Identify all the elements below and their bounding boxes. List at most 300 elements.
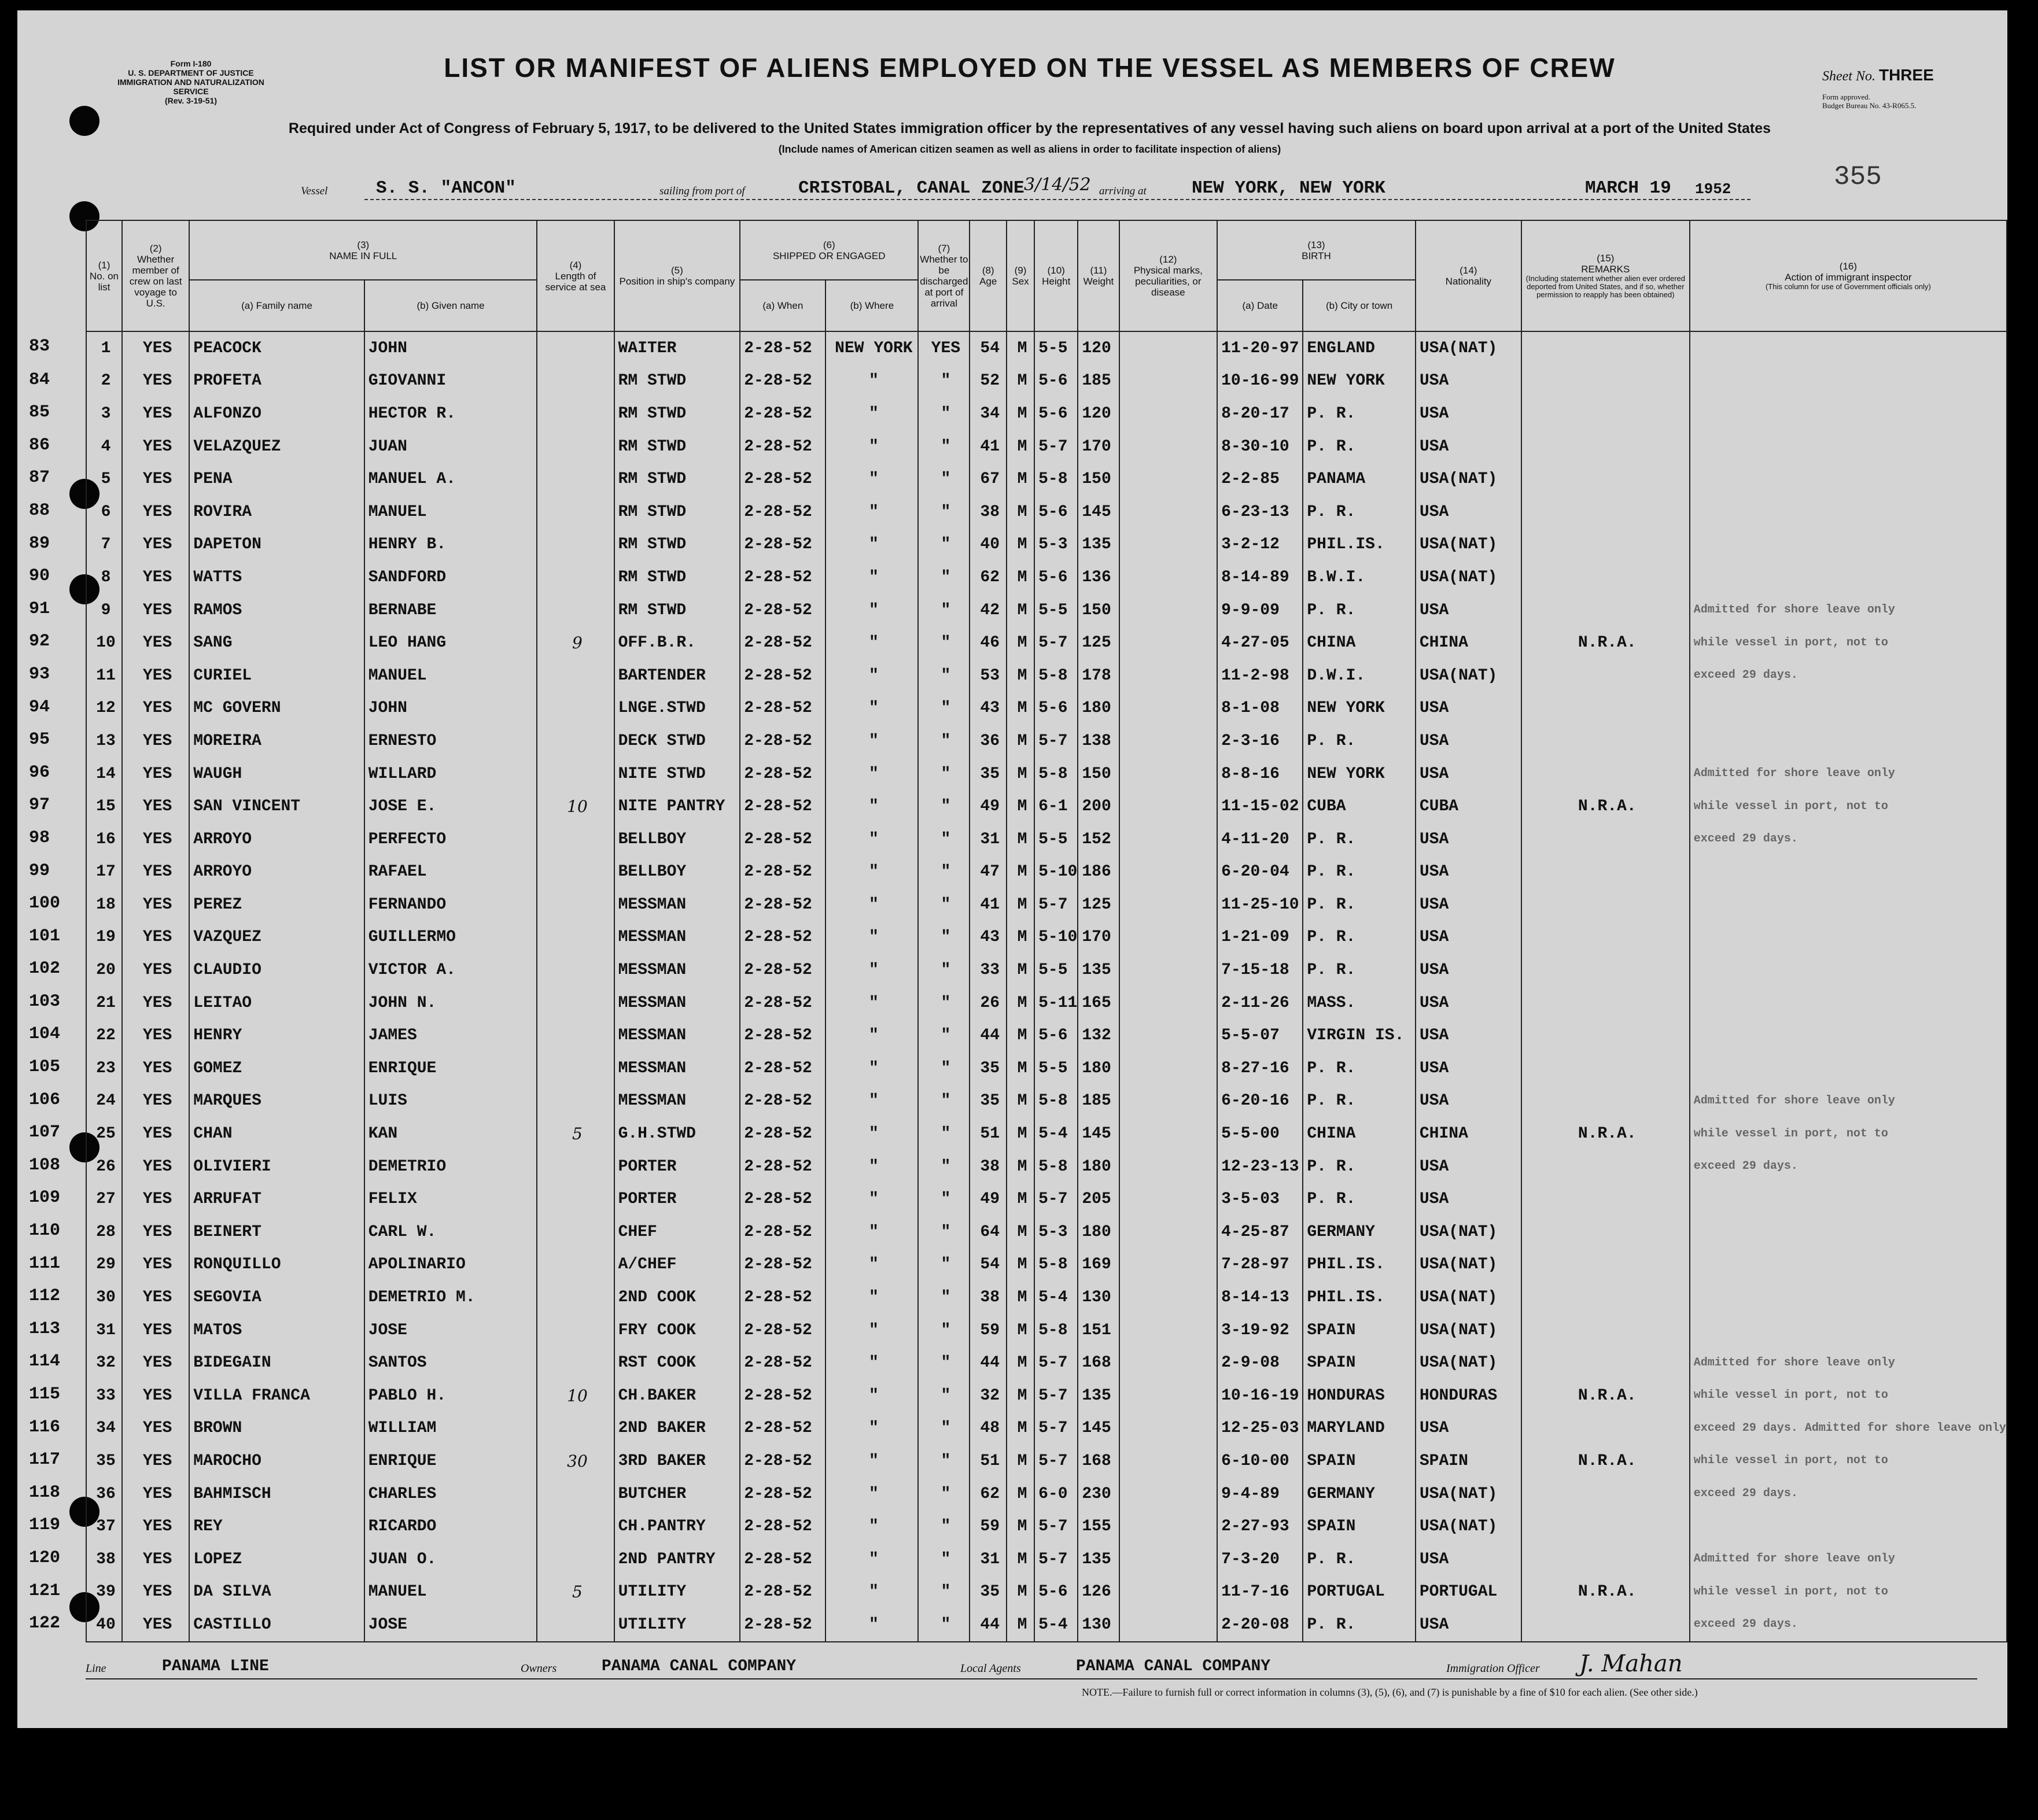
discharge-flag: " xyxy=(918,529,970,562)
position: CH.PANTRY xyxy=(614,1510,740,1543)
physical-marks xyxy=(1119,397,1218,430)
col-birth-date: (a) Date xyxy=(1217,280,1303,331)
sheet-line-number: 91 xyxy=(29,599,50,619)
sheet-line-number: 83 xyxy=(29,337,50,356)
nationality: USA xyxy=(1416,1183,1521,1216)
birth-date: 3-19-92 xyxy=(1217,1314,1303,1347)
birth-date: 4-25-87 xyxy=(1217,1216,1303,1249)
inspector-action xyxy=(1690,1314,2007,1347)
birth-city: ENGLAND xyxy=(1303,331,1416,365)
nationality: CUBA xyxy=(1416,790,1521,823)
sex: M xyxy=(1007,561,1034,594)
weight: 150 xyxy=(1078,758,1119,791)
physical-marks xyxy=(1119,856,1218,889)
discharge-flag: " xyxy=(918,1117,970,1150)
birth-date: 12-25-03 xyxy=(1217,1412,1303,1445)
sheet-line-number: 116 xyxy=(29,1417,61,1437)
service-length xyxy=(537,856,614,889)
remarks xyxy=(1521,692,1690,725)
remarks xyxy=(1521,1346,1690,1379)
inspector-action xyxy=(1690,987,2007,1020)
weight: 125 xyxy=(1078,626,1119,659)
weight: 180 xyxy=(1078,692,1119,725)
discharge-flag: " xyxy=(918,1379,970,1412)
birth-date: 11-25-10 xyxy=(1217,888,1303,921)
sheet-line-number: 119 xyxy=(29,1515,61,1535)
birth-city: B.W.I. xyxy=(1303,561,1416,594)
sex: M xyxy=(1007,1379,1034,1412)
weight: 155 xyxy=(1078,1510,1119,1543)
age: 38 xyxy=(970,1281,1007,1314)
row-no: 19 xyxy=(86,921,122,954)
service-length xyxy=(537,1281,614,1314)
family-name: RAMOS xyxy=(189,594,364,627)
given-name: JOSE xyxy=(364,1314,537,1347)
row-no: 1 xyxy=(86,331,122,365)
given-name: CHARLES xyxy=(364,1478,537,1511)
service-length xyxy=(537,561,614,594)
family-name: PROFETA xyxy=(189,365,364,398)
physical-marks xyxy=(1119,1576,1218,1609)
physical-marks xyxy=(1119,1249,1218,1282)
height: 5-6 xyxy=(1034,1576,1078,1609)
position: LNGE.STWD xyxy=(614,692,740,725)
given-name: JOSE xyxy=(364,1608,537,1642)
given-name: DEMETRIO xyxy=(364,1150,537,1183)
inspector-action xyxy=(1690,463,2007,496)
sex: M xyxy=(1007,1412,1034,1445)
officer-signature: J. Mahan xyxy=(1579,1651,1683,1677)
page-title: LIST OR MANIFEST OF ALIENS EMPLOYED ON THE VESSEL AS MEMBERS OF CREW xyxy=(444,53,1616,83)
row-no: 15 xyxy=(86,790,122,823)
inspector-action xyxy=(1690,1019,2007,1052)
weight: 145 xyxy=(1078,496,1119,529)
family-name: MOREIRA xyxy=(189,725,364,758)
row-no: 12 xyxy=(86,692,122,725)
sex: M xyxy=(1007,331,1034,365)
birth-date: 4-27-05 xyxy=(1217,626,1303,659)
birth-city: GERMANY xyxy=(1303,1478,1416,1511)
nationality: USA xyxy=(1416,954,1521,987)
nationality: USA xyxy=(1416,1608,1521,1642)
row-no: 21 xyxy=(86,987,122,1020)
table-row xyxy=(86,725,2007,758)
shipped-when: 2-28-52 xyxy=(740,331,825,365)
member-flag: YES xyxy=(122,331,189,365)
birth-date: 8-20-17 xyxy=(1217,397,1303,430)
family-name: ARROYO xyxy=(189,823,364,856)
row-no: 24 xyxy=(86,1085,122,1118)
birth-date: 2-3-16 xyxy=(1217,725,1303,758)
birth-date: 8-14-89 xyxy=(1217,561,1303,594)
table-row xyxy=(86,1576,2007,1609)
nationality: USA xyxy=(1416,987,1521,1020)
service-length xyxy=(537,1608,614,1642)
given-name: VICTOR A. xyxy=(364,954,537,987)
officer-label: Immigration Officer xyxy=(1446,1662,1540,1675)
table-row xyxy=(86,1608,2007,1642)
birth-date: 8-1-08 xyxy=(1217,692,1303,725)
birth-date: 9-9-09 xyxy=(1217,594,1303,627)
given-name: JOHN xyxy=(364,692,537,725)
nationality: USA xyxy=(1416,496,1521,529)
family-name: ALFONZO xyxy=(189,397,364,430)
physical-marks xyxy=(1119,561,1218,594)
family-name: ARRUFAT xyxy=(189,1183,364,1216)
birth-date: 7-15-18 xyxy=(1217,954,1303,987)
discharge-flag: " xyxy=(918,790,970,823)
sheet-line-number: 99 xyxy=(29,861,50,881)
sex: M xyxy=(1007,1249,1034,1282)
birth-city: P. R. xyxy=(1303,1052,1416,1085)
family-name: VILLA FRANCA xyxy=(189,1379,364,1412)
inspector-action: while vessel in port, not to xyxy=(1690,1117,2007,1150)
age: 44 xyxy=(970,1346,1007,1379)
row-no: 4 xyxy=(86,430,122,463)
family-name: CHAN xyxy=(189,1117,364,1150)
inspector-action xyxy=(1690,397,2007,430)
nationality: USA xyxy=(1416,430,1521,463)
age: 41 xyxy=(970,430,1007,463)
discharge-flag: " xyxy=(918,856,970,889)
physical-marks xyxy=(1119,1445,1218,1478)
shipped-where: " xyxy=(825,1281,918,1314)
col-weight: (11) Weight xyxy=(1078,220,1119,331)
shipped-where: " xyxy=(825,365,918,398)
height: 5-8 xyxy=(1034,1085,1078,1118)
birth-city: PHIL.IS. xyxy=(1303,1281,1416,1314)
row-no: 32 xyxy=(86,1346,122,1379)
birth-date: 5-5-07 xyxy=(1217,1019,1303,1052)
family-name: PEREZ xyxy=(189,888,364,921)
nationality: USA xyxy=(1416,856,1521,889)
shipped-when: 2-28-52 xyxy=(740,725,825,758)
include-text: (Include names of American citizen seamen as well as aliens in order to facilitate inspection of aliens) xyxy=(778,143,1281,155)
agents-label: Local Agents xyxy=(960,1662,1021,1675)
height: 5-4 xyxy=(1034,1117,1078,1150)
birth-date: 5-5-00 xyxy=(1217,1117,1303,1150)
given-name: MANUEL xyxy=(364,1576,537,1609)
age: 64 xyxy=(970,1216,1007,1249)
table-row xyxy=(86,561,2007,594)
table-row xyxy=(86,529,2007,562)
shipped-where: " xyxy=(825,758,918,791)
given-name: FERNANDO xyxy=(364,888,537,921)
member-flag: YES xyxy=(122,529,189,562)
weight: 170 xyxy=(1078,921,1119,954)
row-no: 26 xyxy=(86,1150,122,1183)
from-date-handwritten: 3/14/52 xyxy=(1024,175,1091,195)
service-length xyxy=(537,1346,614,1379)
table-row xyxy=(86,1052,2007,1085)
discharge-flag: " xyxy=(918,758,970,791)
weight: 180 xyxy=(1078,1216,1119,1249)
table-row xyxy=(86,659,2007,692)
sex: M xyxy=(1007,1052,1034,1085)
shipped-when: 2-28-52 xyxy=(740,397,825,430)
birth-city: P. R. xyxy=(1303,397,1416,430)
crew-table xyxy=(86,220,2007,1642)
position: UTILITY xyxy=(614,1576,740,1609)
table-row xyxy=(86,331,2007,365)
weight: 185 xyxy=(1078,365,1119,398)
physical-marks xyxy=(1119,1478,1218,1511)
sheet-line-number: 88 xyxy=(29,501,50,520)
nationality: USA xyxy=(1416,397,1521,430)
shipped-when: 2-28-52 xyxy=(740,1117,825,1150)
remarks xyxy=(1521,1412,1690,1445)
physical-marks xyxy=(1119,823,1218,856)
age: 31 xyxy=(970,823,1007,856)
shipped-where: " xyxy=(825,529,918,562)
table-row xyxy=(86,594,2007,627)
given-name: ENRIQUE xyxy=(364,1445,537,1478)
remarks xyxy=(1521,1543,1690,1576)
weight: 152 xyxy=(1078,823,1119,856)
member-flag: YES xyxy=(122,1281,189,1314)
nationality: USA xyxy=(1416,1052,1521,1085)
form-id-block xyxy=(104,59,278,105)
physical-marks xyxy=(1119,1608,1218,1642)
height: 5-10 xyxy=(1034,856,1078,889)
age: 35 xyxy=(970,758,1007,791)
member-flag: YES xyxy=(122,365,189,398)
weight: 180 xyxy=(1078,1052,1119,1085)
arrival-date: MARCH 19 xyxy=(1585,178,1671,198)
given-name: FELIX xyxy=(364,1183,537,1216)
table-row xyxy=(86,1249,2007,1282)
row-no: 38 xyxy=(86,1543,122,1576)
age: 59 xyxy=(970,1510,1007,1543)
physical-marks xyxy=(1119,790,1218,823)
table-row xyxy=(86,626,2007,659)
sheet-line-number: 105 xyxy=(29,1057,61,1077)
inspector-action: Admitted for shore leave only xyxy=(1690,1085,2007,1118)
inspector-action xyxy=(1690,921,2007,954)
birth-date: 8-8-16 xyxy=(1217,758,1303,791)
remarks xyxy=(1521,1249,1690,1282)
shipped-where: " xyxy=(825,659,918,692)
given-name: ERNESTO xyxy=(364,725,537,758)
birth-city: CUBA xyxy=(1303,790,1416,823)
discharge-flag: " xyxy=(918,1510,970,1543)
member-flag: YES xyxy=(122,659,189,692)
given-name: JUAN xyxy=(364,430,537,463)
service-length xyxy=(537,529,614,562)
shipped-when: 2-28-52 xyxy=(740,496,825,529)
physical-marks xyxy=(1119,1183,1218,1216)
col-age: (8) Age xyxy=(970,220,1007,331)
remarks xyxy=(1521,954,1690,987)
position: RM STWD xyxy=(614,496,740,529)
table-row xyxy=(86,1216,2007,1249)
shipped-where: " xyxy=(825,430,918,463)
position: PORTER xyxy=(614,1150,740,1183)
service-length: 10 xyxy=(537,1379,614,1412)
age: 49 xyxy=(970,1183,1007,1216)
given-name: JUAN O. xyxy=(364,1543,537,1576)
service-length xyxy=(537,1150,614,1183)
row-no: 16 xyxy=(86,823,122,856)
discharge-flag: YES xyxy=(918,331,970,365)
shipped-where: " xyxy=(825,1346,918,1379)
position: MESSMAN xyxy=(614,921,740,954)
shipped-where: NEW YORK xyxy=(825,331,918,365)
given-name: MANUEL A. xyxy=(364,463,537,496)
given-name: PABLO H. xyxy=(364,1379,537,1412)
inspector-action xyxy=(1690,888,2007,921)
physical-marks xyxy=(1119,1085,1218,1118)
height: 5-6 xyxy=(1034,692,1078,725)
age: 46 xyxy=(970,626,1007,659)
physical-marks xyxy=(1119,888,1218,921)
inspector-action: Admitted for shore leave only xyxy=(1690,1543,2007,1576)
service-length: 10 xyxy=(537,790,614,823)
weight: 135 xyxy=(1078,954,1119,987)
physical-marks xyxy=(1119,1510,1218,1543)
position: RM STWD xyxy=(614,561,740,594)
age: 54 xyxy=(970,331,1007,365)
birth-date: 12-23-13 xyxy=(1217,1150,1303,1183)
shipped-when: 2-28-52 xyxy=(740,594,825,627)
member-flag: YES xyxy=(122,430,189,463)
nationality: USA(NAT) xyxy=(1416,1249,1521,1282)
position: MESSMAN xyxy=(614,1052,740,1085)
service-length xyxy=(537,1412,614,1445)
voyage-underline xyxy=(364,198,1753,201)
weight: 135 xyxy=(1078,529,1119,562)
birth-city: PHIL.IS. xyxy=(1303,529,1416,562)
remarks xyxy=(1521,888,1690,921)
family-name: DA SILVA xyxy=(189,1576,364,1609)
nationality: USA xyxy=(1416,1543,1521,1576)
family-name: SANG xyxy=(189,626,364,659)
family-name: VELAZQUEZ xyxy=(189,430,364,463)
table-row xyxy=(86,692,2007,725)
age: 52 xyxy=(970,365,1007,398)
discharge-flag: " xyxy=(918,1249,970,1282)
physical-marks xyxy=(1119,921,1218,954)
shipped-when: 2-28-52 xyxy=(740,626,825,659)
nationality: USA xyxy=(1416,692,1521,725)
birth-city: NEW YORK xyxy=(1303,365,1416,398)
birth-city: P. R. xyxy=(1303,954,1416,987)
physical-marks xyxy=(1119,1052,1218,1085)
height: 6-1 xyxy=(1034,790,1078,823)
table-row xyxy=(86,1019,2007,1052)
sheet-line-number: 120 xyxy=(29,1548,61,1568)
age: 48 xyxy=(970,1412,1007,1445)
birth-city: P. R. xyxy=(1303,1085,1416,1118)
inspector-action xyxy=(1690,725,2007,758)
shipped-where: " xyxy=(825,1543,918,1576)
sheet-line-number: 86 xyxy=(29,435,50,455)
sheet-line-number: 93 xyxy=(29,664,50,684)
height: 5-10 xyxy=(1034,921,1078,954)
given-name: ENRIQUE xyxy=(364,1052,537,1085)
family-name: REY xyxy=(189,1510,364,1543)
family-name: ARROYO xyxy=(189,856,364,889)
shipped-when: 2-28-52 xyxy=(740,1412,825,1445)
member-flag: YES xyxy=(122,823,189,856)
table-row xyxy=(86,463,2007,496)
table-row xyxy=(86,1183,2007,1216)
discharge-flag: " xyxy=(918,1576,970,1609)
sheet-line-number: 106 xyxy=(29,1090,61,1110)
height: 5-8 xyxy=(1034,463,1078,496)
inspector-action: Admitted for shore leave only xyxy=(1690,758,2007,791)
inspector-action xyxy=(1690,1052,2007,1085)
inspector-action: exceed 29 days. xyxy=(1690,659,2007,692)
sex: M xyxy=(1007,659,1034,692)
inspector-action: while vessel in port, not to xyxy=(1690,1379,2007,1412)
row-no: 14 xyxy=(86,758,122,791)
member-flag: YES xyxy=(122,888,189,921)
sheet-line-number: 107 xyxy=(29,1123,61,1142)
row-no: 8 xyxy=(86,561,122,594)
height: 5-5 xyxy=(1034,954,1078,987)
family-name: SEGOVIA xyxy=(189,1281,364,1314)
inspector-action xyxy=(1690,1183,2007,1216)
birth-city: HONDURAS xyxy=(1303,1379,1416,1412)
birth-date: 11-15-02 xyxy=(1217,790,1303,823)
height: 5-7 xyxy=(1034,430,1078,463)
weight: 136 xyxy=(1078,561,1119,594)
physical-marks xyxy=(1119,1543,1218,1576)
given-name: MANUEL xyxy=(364,496,537,529)
sheet-line-number: 114 xyxy=(29,1352,61,1371)
age: 59 xyxy=(970,1314,1007,1347)
shipped-when: 2-28-52 xyxy=(740,1346,825,1379)
birth-date: 6-20-04 xyxy=(1217,856,1303,889)
col-shipped: (6) SHIPPED OR ENGAGED xyxy=(740,220,918,280)
remarks xyxy=(1521,1183,1690,1216)
shipped-when: 2-28-52 xyxy=(740,1085,825,1118)
family-name: WAUGH xyxy=(189,758,364,791)
height: 5-7 xyxy=(1034,626,1078,659)
inspector-action xyxy=(1690,692,2007,725)
service-length xyxy=(537,430,614,463)
col-position: (5) Position in ship's company xyxy=(614,220,740,331)
weight: 168 xyxy=(1078,1346,1119,1379)
shipped-when: 2-28-52 xyxy=(740,529,825,562)
family-name: CLAUDIO xyxy=(189,954,364,987)
shipped-where: " xyxy=(825,1314,918,1347)
shipped-where: " xyxy=(825,496,918,529)
shipped-when: 2-28-52 xyxy=(740,921,825,954)
birth-date: 2-27-93 xyxy=(1217,1510,1303,1543)
nationality: USA xyxy=(1416,1412,1521,1445)
height: 5-5 xyxy=(1034,823,1078,856)
shipped-where: " xyxy=(825,1183,918,1216)
birth-city: MASS. xyxy=(1303,987,1416,1020)
row-no: 33 xyxy=(86,1379,122,1412)
col-given: (b) Given name xyxy=(364,280,537,331)
inspector-action: while vessel in port, not to xyxy=(1690,790,2007,823)
sex: M xyxy=(1007,529,1034,562)
shipped-where: " xyxy=(825,987,918,1020)
physical-marks xyxy=(1119,725,1218,758)
col-discharged: (7) Whether to be discharged at port of arrival xyxy=(918,220,970,331)
vessel-name: S. S. "ANCON" xyxy=(376,178,516,198)
nationality: USA xyxy=(1416,758,1521,791)
member-flag: YES xyxy=(122,1150,189,1183)
age: 26 xyxy=(970,987,1007,1020)
sheet-line-number: 117 xyxy=(29,1450,61,1470)
table-row xyxy=(86,888,2007,921)
member-flag: YES xyxy=(122,463,189,496)
height: 5-8 xyxy=(1034,1249,1078,1282)
